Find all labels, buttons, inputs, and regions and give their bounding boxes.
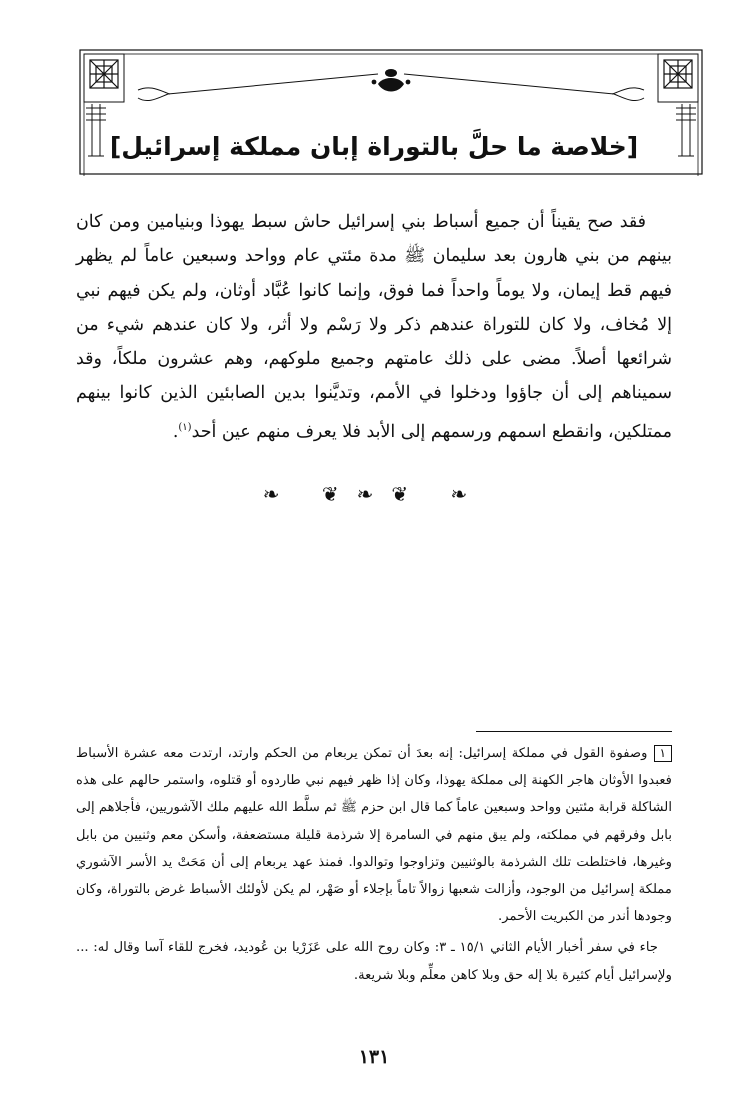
- page-number: ١٣١: [358, 1046, 390, 1068]
- main-text: [76, 205, 672, 449]
- footnote-separator-line: [476, 731, 672, 732]
- footnote-reference[interactable]: (١): [178, 421, 192, 433]
- footnote-1-continuation: جاء في سفر أخبار الأيام الثاني ١٥/١ ـ ٣: وكان روح الله على عَزَرْيا بن عُوديد، فخرج للقاء آسا وقال له: ... ولإسرائيل أيام كثيرة بلا إله حق وبلا كاهن معلِّم وبلا شريعة.: [76, 940, 672, 983]
- paragraph-text: فقد صح يقيناً أن جميع أسباط بني إسرائيل حاش سبط يهوذا وبنيامين ومن كان بينهم من بني هارون بعد سليمان ﷺ مدة مئتي عام وواحد وسبعين عاماً لم يظهر فيهم قط إيمان، ولا يوماً واحداً فما فوق، وإنما كانوا عُبَّاد أوثان، ولم يكن فيهم نبي إلا مُخاف، ولا كان للتوراة عندهم ذكر ولا رَسْم ولا أثر، ولا كان عندهم شيء من شرائعها أصلاً. مضى على ذلك عامتهم وجميع ملوكهم، وهم عشرون ملكاً، وقد سميناهم إلى أن جاؤوا ودخلوا في الأمم، وتديَّنوا بدين الصابئين الذين كانوا بينهم ممتلكين، وانقطع اسمهم ورسمهم إلى الأبد فلا يعرف منهم عين أحد: [76, 212, 672, 442]
- footnote-1: [76, 740, 672, 930]
- section-divider-ornament: ❧ ❦❧❦ ❧: [262, 482, 486, 506]
- main-paragraph: [76, 205, 672, 449]
- footnote-1-text: وصفوة القول في مملكة إسرائيل: إنه بعدَ أن تمكن يربعام من الحكم وارتد، ارتدت معه عشرة الأسباط فعبدوا الأوثان هاجر الكهنة إلى مملكة يهوذا، وكان إذا ظهر فيهم نبي طاردوه أو قتلوه، واستمر حالهم على هذه الشاكلة قرابة مئتين وواحد وسبعين عاماً كما قال ابن حزم ﷺ ثم سلَّط الله عليهم ملك الآشوريين، فأجلاهم إلى بابل وفرقهم في مملكته، ولم يبق منهم في السامرة إلا شرذمة قليلة مستضعفة، وأسكن معم وثنيين من بابل وغيرها، فاختلطت تلك الشرذمة بالوثنيين وتزاوجوا وتوالدوا. فمنذ عهد يربعام إلى أن مَحَتْ يد الأسر الآشوري مملكة إسرائيل من الوجود، وأزالت شعبها زوالاً تاماً بإجلاء أو صَهْر، لم يكن لأولئك الأسباط غرض بالتوراة، وكان وجودها أندر من الكبريت الأحمر.: [76, 746, 672, 925]
- footnotes: [76, 740, 672, 989]
- footnote-number: ١: [654, 745, 672, 762]
- paragraph-end: .: [172, 421, 179, 442]
- chapter-title: [خلاصة ما حلَّ بالتوراة إبان مملكة إسرائيل]: [109, 132, 639, 161]
